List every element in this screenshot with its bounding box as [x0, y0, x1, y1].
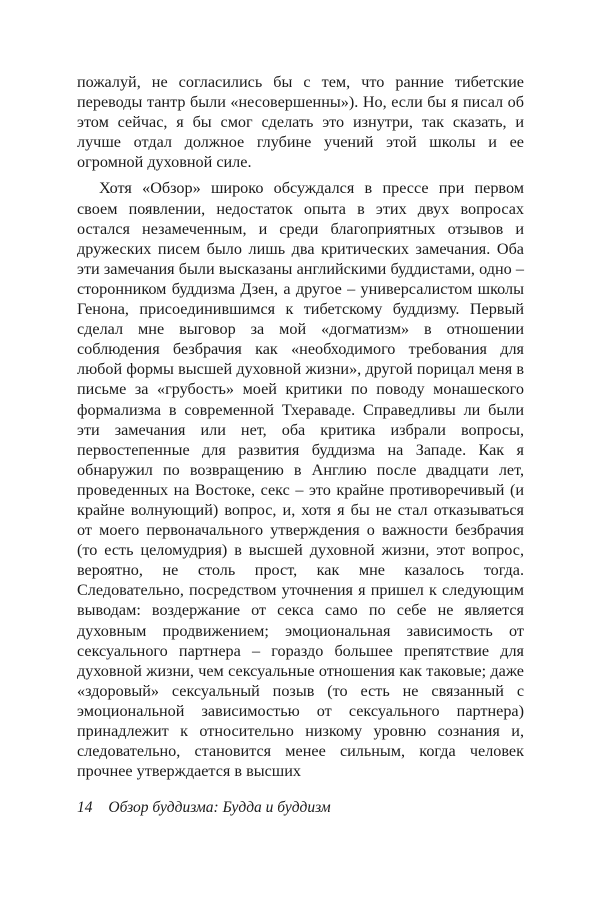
page-footer — [77, 799, 524, 817]
paragraph-continued: пожалуй, не согласились бы с тем, что ранние тибетские переводы тантр были «несовершенны»). Но, если бы я писал об этом сейчас, я бы смог сделать это изнутри, так сказать, и лучше отдал должное глубине учений этой школы и ее огромной духовной силе. — [77, 73, 524, 172]
paragraph: Хотя «Обзор» широко обсуждался в прессе при первом своем появлении, недостаток опыта в этих двух вопросах остался незамеченным, и среди благоприятных отзывов и дружеских писем было лишь два критических замечания. Оба эти замечания были высказаны английскими буддистами, одно – сторонником буддизма Дзен, а другое – универсалистом школы Генона, присоединившимся к тибетскому буддизму. Первый сделал мне выговор за мой «догматизм» в отношении соблюдения безбрачия как «необходимого требования для любой формы высшей духовной жизни», другой порицал меня в письме за «грубость» моей критики по поводу монашеского формализма в современной Тхераваде. Справедливы ли были эти замечания или нет, оба критика избрали вопросы, первостепенные для развития буддизма на Западе. Как я обнаружил по возвращению в Англию после двадцати лет, проведенных на Востоке, секс – это крайне противоречивый (и крайне волнующий) вопрос, и, хотя я бы не стал отказываться от моего первоначального утверждения о важности безбрачия (то есть целомудрия) в высшей духовной жизни, этот вопрос, вероятно, не столь прост, как мне казалось тогда. Следовательно, посредством уточнения я пришел к следующим выводам: воздержание от секса само по себе не является духовным продвижением; эмоциональная зависимость от сексуального партнера – гораздо большее препятствие для духовной жизни, чем сексуальные отношения как таковые; даже «здоровый» сексуальный позыв (то есть не связанный с эмоциональной зависимостью от сексуального партнера) принадлежит к относительно низкому уровню сознания и, следовательно, становится менее сильным, когда человек прочнее утверждается в высших — [77, 179, 524, 781]
page-number: 14 — [77, 799, 93, 816]
body-text — [77, 72, 524, 781]
running-title: Обзор буддизма: Будда и буддизм — [108, 799, 331, 816]
